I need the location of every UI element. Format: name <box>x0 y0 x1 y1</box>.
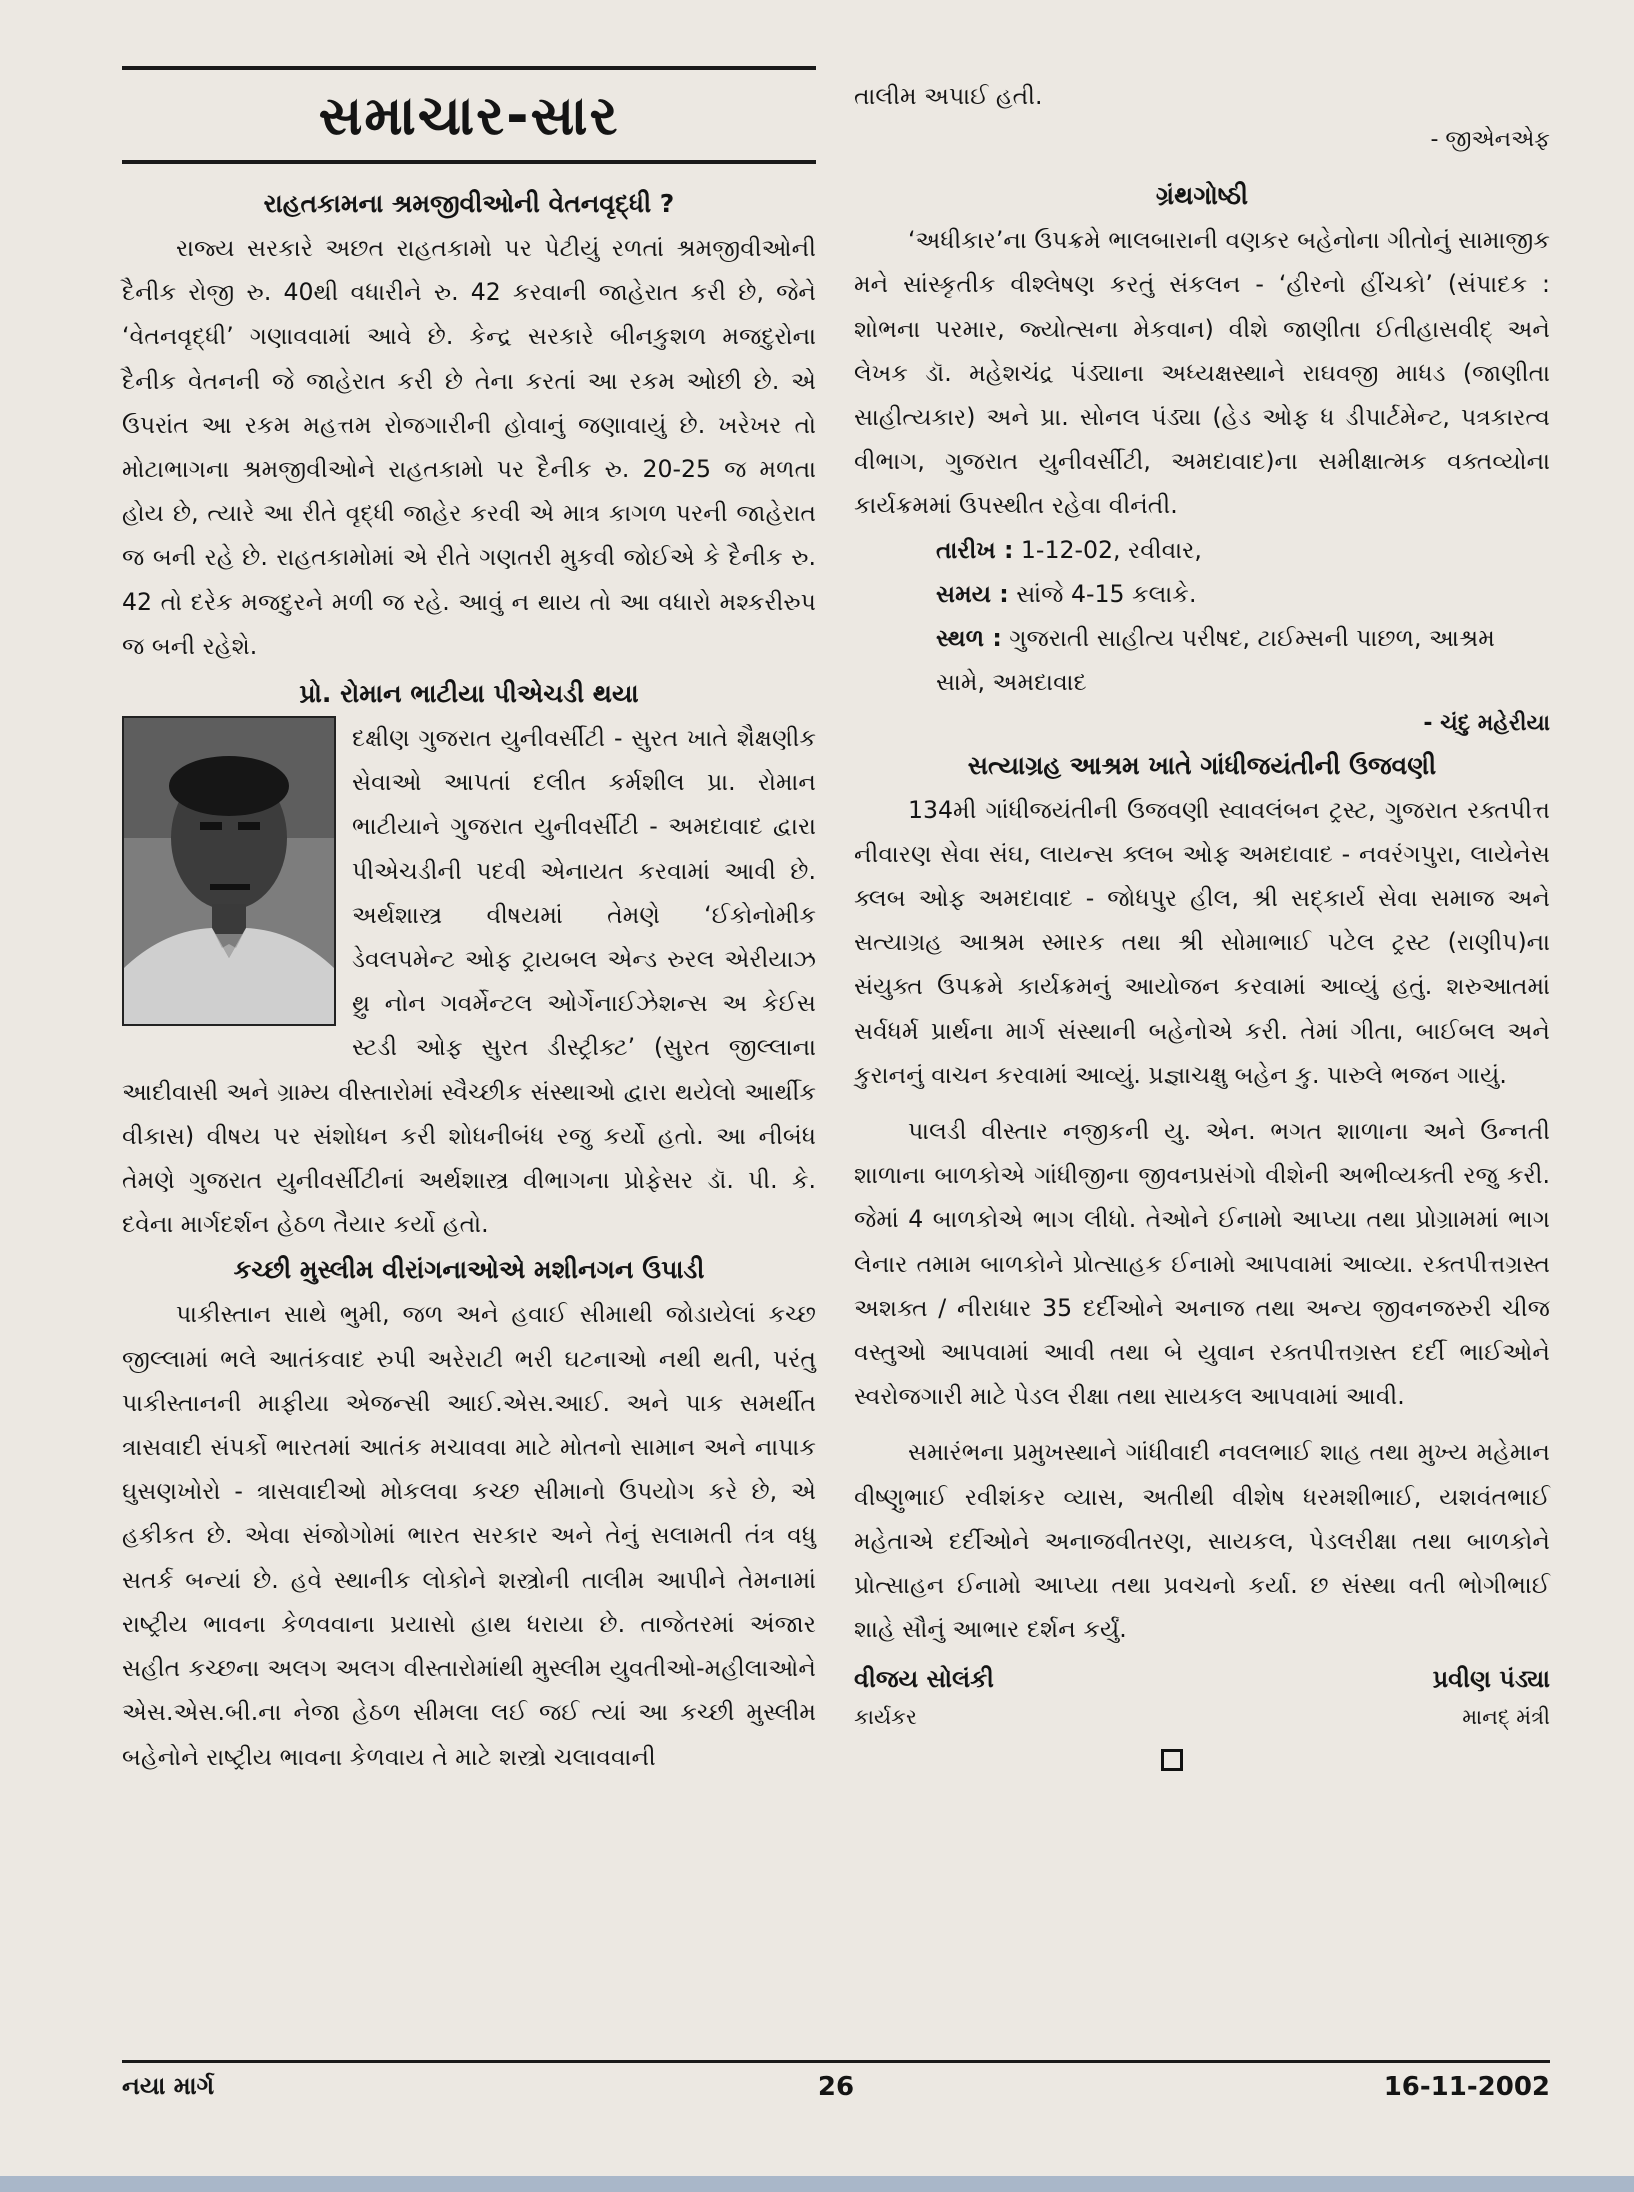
masthead-bottom-rule <box>122 160 816 164</box>
section-3-headline: સત્યાગ્રહ આશ્રમ ખાતે ગાંધીજયંતીની ઉજવણી <box>967 750 1437 780</box>
event-date-value: 1-12-02, રવીવાર, <box>1013 535 1202 564</box>
section-2-headline: ગ્રંથગોષ્ઠી <box>1155 181 1249 211</box>
event-place-value: ગુજરાતી સાહીત્ય પરીષદ, ટાઈમ્સની પાછળ, આશ્રમ સામે, અમદાવાદ <box>936 623 1495 696</box>
article-3-continuation: તાલીમ અપાઈ હતી. <box>854 82 1043 110</box>
section-3-body-3: સમારંભના પ્રમુખસ્થાને ગાંધીવાદી નવલભાઈ શાહ તથા મુખ્ય મહેમાન વીષ્ણુભાઈ રવીશંકર વ્યાસ, અતીથી વીશેષ ધરમશીભાઈ, યશવંતભાઈ મહેતાએ દર્દીઓને અનાજવીતરણ, સાયકલ, પેડલરીક્ષા તથા બાળકોને પ્રોત્સાહન ઈનામો આપ્યા તથા પ્રવચનો કર્યા. છ સંસ્થા વતી ભોગીભાઈ શાહે સૌનું આભાર દર્શન કર્યું. <box>854 1438 1550 1644</box>
event-time-label: સમય : <box>936 579 1009 608</box>
portrait-photo <box>122 716 336 1026</box>
article-2-headline: પ્રો. રોમાન ભાટીયા પીએચડી થયા <box>299 679 639 709</box>
section-3-body-2: પાલડી વીસ્તાર નજીકની યુ. એન. ભગત શાળાના અને ઉન્નતી શાળાના બાળકોએ ગાંધીજીના જીવનપ્રસંગો વીશેની અભીવ્યક્તી રજુ કરી. જેમાં 4 બાળકોએ ભાગ લીધો. તેઓને ઈનામો આપ્યા તથા પ્રોગ્રામમાં ભાગ લેનાર તમામ બાળકોને પ્રોત્સાહક ઈનામો આપવામાં આવ્યા. રક્તપીત્તગ્રસ્ત અશક્ત / નીરાધાર 35 દર્દીઓને અનાજ તથા અન્ય જીવનજરુરી ચીજ વસ્તુઓ આપવામાં આવી તથા બે યુવાન રક્તપીત્તગ્રસ્ત દર્દી ભાઈઓને સ્વરોજગારી માટે પેડલ રીક્ષા તથા સાયકલ આપવામાં આવી. <box>854 1117 1550 1411</box>
footer-rule <box>122 2060 1550 2063</box>
event-time <box>854 572 1550 616</box>
scan-edge-strip <box>0 2176 1634 2192</box>
event-place <box>854 616 1550 704</box>
signature-names <box>854 1659 1550 1699</box>
credit-gnf: - જીએનએફ <box>1430 127 1550 153</box>
portrait-illustration <box>124 718 334 1024</box>
footer-publication: નયા માર્ગ <box>122 2072 215 2100</box>
event-time-value: સાંજે 4-15 કલાકે. <box>1008 579 1197 608</box>
article-2-block <box>122 716 816 1246</box>
article-2-body: દક્ષીણ ગુજરાત યુનીવર્સીટી - સુરત ખાતે શૈક્ષણીક સેવાઓ આપતાં દલીત કર્મશીલ પ્રા. રોમાન ભાટીયાને ગુજરાત યુનીવર્સીટી - અમદાવાદ દ્વારા પીએચડીની પદવી એનાયત કરવામાં આવી છે. અર્થશાસ્ત્ર વીષયમાં તેમણે ‘ઈકોનોમીક ડેવલપમેન્ટ ઓફ ટ્રાયબલ એન્ડ રુરલ એરીયાઝ થ્રુ નોન ગવર્મેન્ટલ ઓર્ગેનાઈઝેશન્સ અ કેઈસ સ્ટડી ઓફ સુરત ડીસ્ટ્રીક્ટ’ (સુરત જીલ્લાના આદીવાસી અને ગ્રામ્ય વીસ્તારોમાં સ્વૈચ્છીક સંસ્થાઓ દ્વારા થયેલો આર્થીક વીકાસ) વીષય પર સંશોધન કરી શોધનીબંધ રજુ કર્યો હતો. આ નીબંધ તેમણે ગુજરાત યુનીવર્સીટીનાં અર્થશાસ્ત્ર વીભાગના પ્રોફેસર ડૉ. પી. કે. દવેના માર્ગદર્શન હેઠળ તૈયાર કર્યો હતો. <box>122 724 816 1239</box>
page-footer <box>122 2072 1550 2112</box>
signature-right-title: માનદ્ મંત્રી <box>1462 1705 1550 1730</box>
left-column <box>122 66 816 1779</box>
signature-titles <box>854 1699 1550 1735</box>
end-of-article-icon <box>1161 1749 1183 1771</box>
section-2-signature: - ચંદુ મહેરીયા <box>1423 710 1550 736</box>
footer-date: 16-11-2002 <box>1383 2072 1550 2102</box>
signature-left-name: વીજય સોલંકી <box>854 1665 994 1694</box>
article-1-body: રાજ્ય સરકારે અછત રાહતકામો પર પેટીયું રળતાં શ્રમજીવીઓની દૈનીક રોજી રુ. 40થી વધારીને રુ. 42 કરવાની જાહેરાત કરી છે, જેને ‘વેતનવૃદ્ધી’ ગણાવવામાં આવે છે. કેન્દ્ર સરકારે બીનકુશળ મજદુરોના દૈનીક વેતનની જે જાહેરાત કરી છે તેના કરતાં આ રકમ ઓછી છે. એ ઉપરાંત આ રકમ મહત્તમ રોજગારીની હોવાનું જણાવાયું છે. ખરેખર તો મોટાભાગના શ્રમજીવીઓને રાહતકામો પર દૈનીક રુ. 20-25 જ મળતા હોય છે, ત્યારે આ રીતે વૃદ્ધી જાહેર કરવી એ માત્ર કાગળ પરની જાહેરાત જ બની રહે છે. રાહતકામોમાં એ રીતે ગણતરી મુકવી જોઈએ કે દૈનીક રુ. 42 તો દરેક મજદુરને મળી જ રહે. આવું ન થાય તો આ વધારો મશ્કરીરુપ જ બની રહેશે. <box>122 234 816 660</box>
signature-right-name: પ્રવીણ પંડ્યા <box>1432 1665 1550 1694</box>
section-3-body-1: 134મી ગાંધીજયંતીની ઉજવણી સ્વાવલંબન ટ્રસ્ટ, ગુજરાત રક્તપીત્ત નીવારણ સેવા સંઘ, લાયન્સ ક્લબ ઓફ અમદાવાદ - નવરંગપુરા, લાયેનેસ ક્લબ ઓફ અમદાવાદ - જોધપુર હીલ, શ્રી સદ્કાર્ય સેવા સમાજ અને સત્યાગ્રહ આશ્રમ સ્મારક તથા શ્રી સોમાભાઈ પટેલ ટ્રસ્ટ (રાણીપ)ના સંયુક્ત ઉપક્રમે કાર્યક્રમનું આયોજન કરવામાં આવ્યું હતું. શરુઆતમાં સર્વધર્મ પ્રાર્થના માર્ગ સંસ્થાની બહેનોએ કરી. તેમાં ગીતા, બાઈબલ અને કુરાનનું વાચન કરવામાં આવ્યું. પ્રજ્ઞાચક્ષુ બહેન કુ. પારુલે ભજન ગાયું. <box>854 795 1551 1089</box>
article-3-headline: કચ્છી મુસ્લીમ વીરાંગનાઓએ મશીનગન ઉપાડી <box>233 1255 705 1285</box>
event-date-label: તારીખ : <box>936 535 1014 564</box>
signature-left-title: કાર્યકર <box>854 1705 917 1730</box>
masthead-title: સમાચાર-સાર <box>318 84 620 147</box>
footer-page-number: 26 <box>817 2072 855 2102</box>
event-date <box>854 528 1550 572</box>
right-column <box>854 74 1550 1771</box>
article-3-body: પાકીસ્તાન સાથે ભુમી, જળ અને હવાઈ સીમાથી જોડાયેલાં કચ્છ જીલ્લામાં ભલે આતંકવાદ રુપી અરેરાટી ભરી ઘટનાઓ નથી થતી, પરંતુ પાકીસ્તાનની માફીયા એજન્સી આઈ.એસ.આઈ. અને પાક સમર્થીત ત્રાસવાદી સંપર્કો ભારતમાં આતંક મચાવવા માટે મોતનો સામાન અને નાપાક ઘુસણખોરો - ત્રાસવાદીઓ મોકલવા કચ્છ સીમાનો ઉપયોગ કરે છે, એ હકીકત છે. એવા સંજોગોમાં ભારત સરકાર અને તેનું સલામતી તંત્ર વધુ સતર્ક બન્યાં છે. હવે સ્થાનીક લોકોને શસ્ત્રોની તાલીમ આપીને તેમનામાં રાષ્ટ્રીય ભાવના કેળવવાના પ્રયાસો હાથ ધરાયા છે. તાજેતરમાં અંજાર સહીત કચ્છના અલગ અલગ વીસ્તારોમાંથી મુસ્લીમ યુવતીઓ-મહીલાઓને એસ.એસ.બી.ના નેજા હેઠળ સીમલા લઈ જઈ ત્યાં આ કચ્છી મુસ્લીમ બહેનોને રાષ્ટ્રીય ભાવના કેળવાય તે માટે શસ્ત્રો ચલાવવાની <box>122 1300 816 1771</box>
event-place-label: સ્થળ : <box>936 623 1002 652</box>
article-1-headline: રાહતકામના શ્રમજીવીઓની વેતનવૃદ્ધી ? <box>263 189 675 218</box>
section-2-body: ‘અધીકાર’ના ઉપક્રમે ભાલબારાની વણકર બહેનોના ગીતોનું સામાજીક મને સાંસ્કૃતીક વીશ્લેષણ કરતું સંકલન - ‘હીરનો હીંચકો’ (સંપાદક : શોભના પરમાર, જ્યોત્સના મેકવાન) વીશે જાણીતા ઈતીહાસવીદ્ અને લેખક ડૉ. મહેશચંદ્ર પંડ્યાના અધ્યક્ષસ્થાને રાઘવજી માધડ (જાણીતા સાહીત્યકાર) અને પ્રા. સોનલ પંડ્યા (હેડ ઓફ ધ ડીપાર્ટમેન્ટ, પત્રકારત્વ વીભાગ, ગુજરાત યુનીવર્સીટી, અમદાવાદ)ના સમીક્ષાત્મક વક્તવ્યોના કાર્યક્રમમાં ઉપસ્થીત રહેવા વીનંતી. <box>854 226 1550 520</box>
